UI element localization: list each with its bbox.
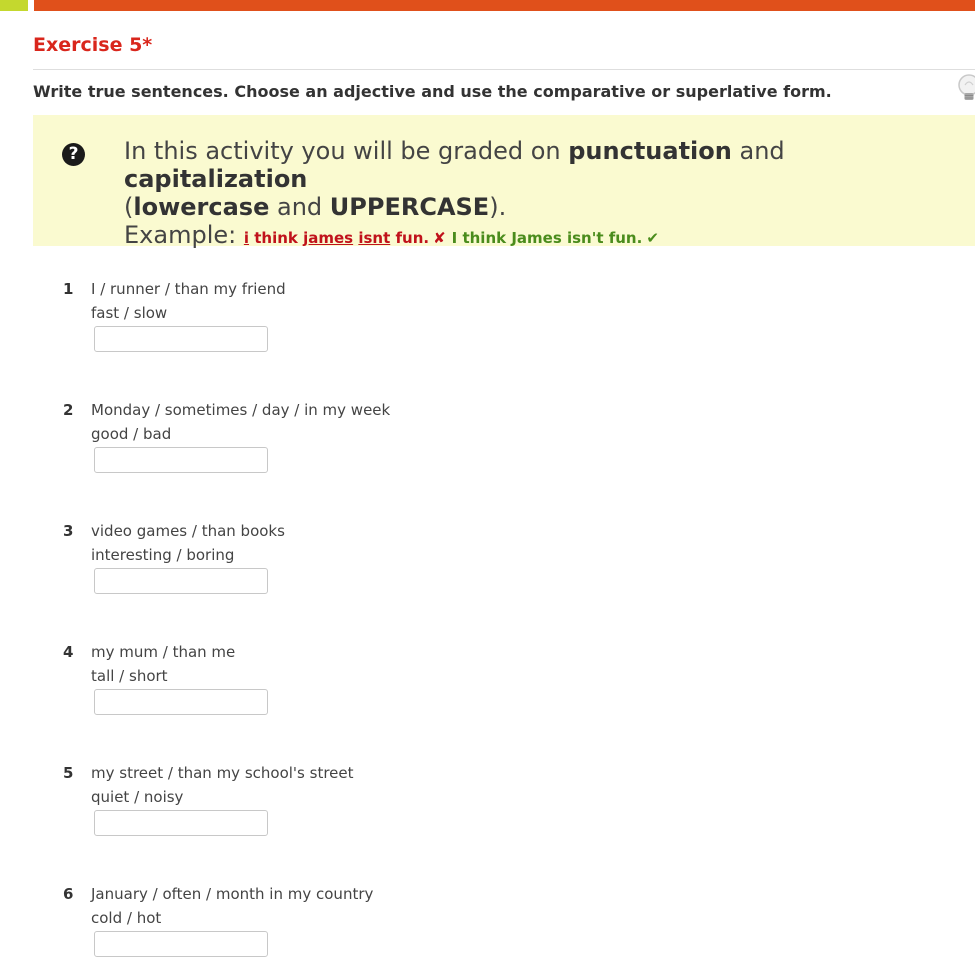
answer-input-3[interactable]	[94, 568, 268, 594]
answer-input-5[interactable]	[94, 810, 268, 836]
question-number: 6	[63, 885, 74, 903]
adjective-choices: fast / slow	[91, 304, 168, 322]
info-paren-open: (	[124, 193, 134, 221]
info-lowercase: lowercase	[133, 193, 270, 221]
question-prompt: my street / than my school's street	[91, 764, 354, 782]
correct-check-icon: ✔	[646, 229, 659, 247]
hint-lightbulb-button[interactable]	[957, 73, 975, 105]
grading-info-box	[33, 115, 975, 249]
example-row	[124, 221, 659, 249]
top-bar-orange-strip	[34, 0, 975, 11]
example-correct: I think James isn't fun.	[451, 229, 643, 247]
info-capitalization: capitalization	[124, 165, 308, 193]
question-prompt: my mum / than me	[91, 643, 236, 661]
adjective-choices: quiet / noisy	[91, 788, 184, 806]
info-paren-close: ).	[489, 193, 507, 221]
title-divider	[33, 69, 975, 70]
adjective-choices: good / bad	[91, 425, 172, 443]
info-prefix: In this activity you will be graded on	[124, 137, 569, 165]
info-uppercase: UPPERCASE	[329, 193, 490, 221]
info-punctuation: punctuation	[568, 137, 732, 165]
wrong-word-2: james	[303, 229, 354, 247]
answer-input-6[interactable]	[94, 931, 268, 957]
exercise-title: Exercise 5*	[33, 34, 153, 56]
answer-input-1[interactable]	[94, 326, 268, 352]
wrong-word-1: i	[243, 229, 250, 247]
example-label: Example:	[124, 221, 237, 249]
question-number: 3	[63, 522, 74, 540]
question-number: 4	[63, 643, 74, 661]
wrong-word-3: isnt	[358, 229, 391, 247]
adjective-choices: interesting / boring	[91, 546, 235, 564]
question-number: 5	[63, 764, 74, 782]
example-wrong	[244, 229, 429, 247]
exercise-instruction: Write true sentences. Choose an adjective and use the comparative or superlative form.	[33, 82, 832, 101]
info-and-2: and	[269, 193, 330, 221]
answer-input-4[interactable]	[94, 689, 268, 715]
lightbulb-icon	[957, 73, 975, 105]
question-prompt: video games / than books	[91, 522, 285, 540]
question-prompt: I / runner / than my friend	[91, 280, 286, 298]
top-bar-lime-tab	[0, 0, 28, 11]
adjective-choices: cold / hot	[91, 909, 162, 927]
question-prompt: Monday / sometimes / day / in my week	[91, 401, 391, 419]
question-number: 1	[63, 280, 74, 298]
wrong-seg-1: think	[249, 229, 304, 247]
question-circle-icon: ?	[62, 143, 85, 166]
answer-input-2[interactable]	[94, 447, 268, 473]
question-prompt: January / often / month in my country	[91, 885, 374, 903]
grading-info-text	[124, 137, 934, 252]
wrong-seg-3: fun.	[390, 229, 430, 247]
adjective-choices: tall / short	[91, 667, 168, 685]
top-bar	[0, 0, 975, 11]
info-and-1: and	[731, 137, 785, 165]
question-number: 2	[63, 401, 74, 419]
wrong-x-icon: ✘	[433, 229, 446, 247]
